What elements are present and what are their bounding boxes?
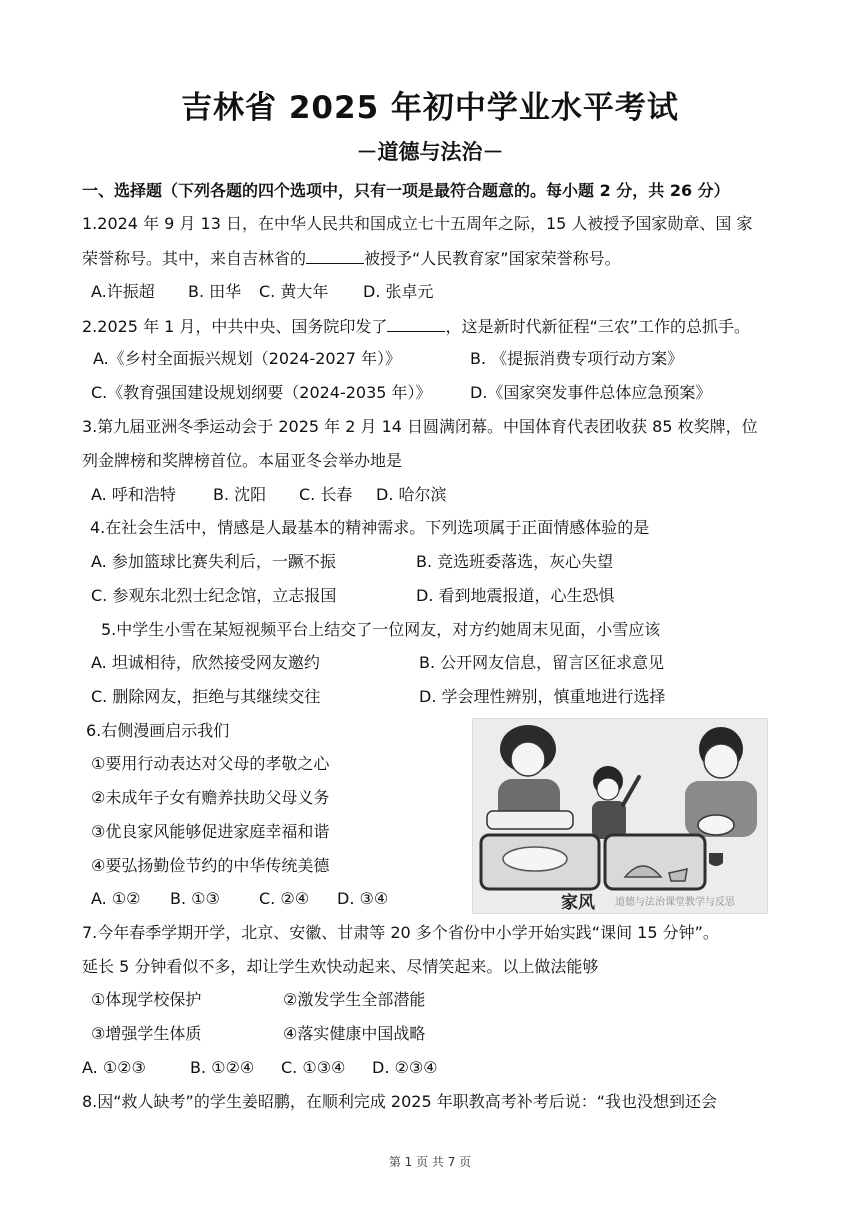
q2-blank — [387, 315, 445, 332]
q7-stem-line2: 延长 5 分钟看似不多，却让学生欢快动起来、尽情笑起来。以上做法能够 — [82, 957, 599, 976]
q1-option-b: B. 田华 — [188, 282, 242, 301]
q4-stem-line1: 4.在社会生活中，情感是人最基本的精神需求。下列选项属于正面情感体验的是 — [90, 518, 650, 537]
q1-blank — [306, 247, 364, 264]
q2-stem-part1: 2.2025 年 1 月，中共中央、国务院印发了 — [82, 317, 388, 336]
q1-option-d: D. 张卓元 — [363, 282, 434, 301]
q7-option-d: D. ②③④ — [372, 1058, 438, 1077]
q1-stem-line2 — [82, 247, 621, 270]
q3-option-c: C. 长春 — [299, 485, 353, 504]
cartoon-drawing — [473, 719, 767, 913]
q7-item-4: ④落实健康中国战略 — [283, 1024, 426, 1043]
exam-title: 吉林省 2025 年初中学业水平考试 — [181, 90, 679, 126]
q4-option-c: C. 参观东北烈士纪念馆，立志报国 — [91, 586, 337, 605]
q7-item-1: ①体现学校保护 — [91, 990, 202, 1009]
q3-option-a: A. 呼和浩特 — [91, 485, 176, 504]
q5-stem-line1: 5.中学生小雪在某短视频平台上结交了一位网友，对方约她周末见面，小雪应该 — [101, 620, 661, 639]
q4-option-b: B. 竞选班委落选，灰心失望 — [416, 552, 614, 571]
q6-option-c: C. ②④ — [259, 889, 310, 908]
q2-option-d: D.《国家突发事件总体应急预案》 — [470, 383, 712, 402]
q5-option-d: D. 学会理性辨别，慎重地进行选择 — [419, 687, 666, 706]
q6-option-a: A. ①② — [91, 889, 141, 908]
q1-stem-line1: 1.2024 年 9 月 13 日，在中华人民共和国成立七十五周年之际，15 人被授予国家勋章、国 家 — [82, 214, 753, 233]
page-number: 第 1 页 共 7 页 — [388, 1155, 472, 1169]
q1-option-a: A.许振超 — [91, 282, 155, 301]
q2-option-c: C.《教育强国建设规划纲要（2024-2035 年）》 — [91, 383, 432, 402]
cartoon-caption: 家风 — [561, 893, 595, 913]
q7-item-2: ②激发学生全部潜能 — [283, 990, 426, 1009]
q3-stem-line2: 列金牌榜和奖牌榜首位。本届亚冬会举办地是 — [82, 451, 403, 470]
q1-option-c: C. 黄大年 — [259, 282, 329, 301]
q8-stem-line1: 8.因“救人缺考”的学生姜昭鹏，在顺利完成 2025 年职教高考补考后说：“我也没想到还会 — [82, 1092, 718, 1111]
cartoon-watermark: 道德与法治课堂教学与反思 — [615, 897, 735, 908]
q3-option-d: D. 哈尔滨 — [376, 485, 447, 504]
q2-stem-line1 — [82, 315, 750, 338]
q7-item-3: ③增强学生体质 — [91, 1024, 202, 1043]
q1-stem-part2: 被授予“人民教育家”国家荣誉称号。 — [364, 249, 621, 268]
q2-option-b: B. 《提振消费专项行动方案》 — [470, 349, 684, 368]
q6-option-d: D. ③④ — [337, 889, 389, 908]
q4-option-d: D. 看到地震报道，心生恐惧 — [416, 586, 615, 605]
q5-option-b: B. 公开网友信息，留言区征求意见 — [419, 653, 665, 672]
q2-stem-part2: ，这是新时代新征程“三农”工作的总抓手。 — [445, 317, 751, 336]
q1-stem-part1: 荣誉称号。其中，来自吉林省的 — [82, 249, 307, 268]
q7-option-b: B. ①②④ — [190, 1058, 255, 1077]
q6-stem-line1: 6.右侧漫画启示我们 — [86, 721, 230, 740]
q6-option-b: B. ①③ — [170, 889, 220, 908]
q3-stem-line1: 3.第九届亚洲冬季运动会于 2025 年 2 月 14 日圆满闭幕。中国体育代表团收获 85 枚奖牌，位 — [82, 417, 758, 436]
q6-item-4: ④要弘扬勤俭节约的中华传统美德 — [91, 856, 330, 875]
q6-item-2: ②未成年子女有赡养扶助父母义务 — [91, 788, 330, 807]
q5-option-a: A. 坦诚相待，欣然接受网友邀约 — [91, 653, 320, 672]
q7-option-c: C. ①③④ — [281, 1058, 346, 1077]
q7-option-a: A. ①②③ — [82, 1058, 146, 1077]
q7-stem-line1: 7.今年春季学期开学，北京、安徽、甘肃等 20 多个省份中小学开始实践“课间 15 分钟”。 — [82, 923, 719, 942]
q6-item-3: ③优良家风能够促进家庭幸福和谐 — [91, 822, 330, 841]
q2-option-a: A.《乡村全面振兴规划（2024-2027 年）》 — [93, 349, 402, 368]
q5-option-c: C. 删除网友，拒绝与其继续交往 — [91, 687, 321, 706]
q3-option-b: B. 沈阳 — [213, 485, 267, 504]
section-heading: 一、选择题（下列各题的四个选项中，只有一项是最符合题意的。每小题 2 分，共 26 分） — [82, 181, 730, 200]
q4-option-a: A. 参加篮球比赛失利后，一蹶不振 — [91, 552, 336, 571]
exam-subject: －道德与法治－ — [356, 140, 504, 164]
q6-item-1: ①要用行动表达对父母的孝敬之心 — [91, 754, 330, 773]
family-cartoon-image — [472, 718, 768, 914]
